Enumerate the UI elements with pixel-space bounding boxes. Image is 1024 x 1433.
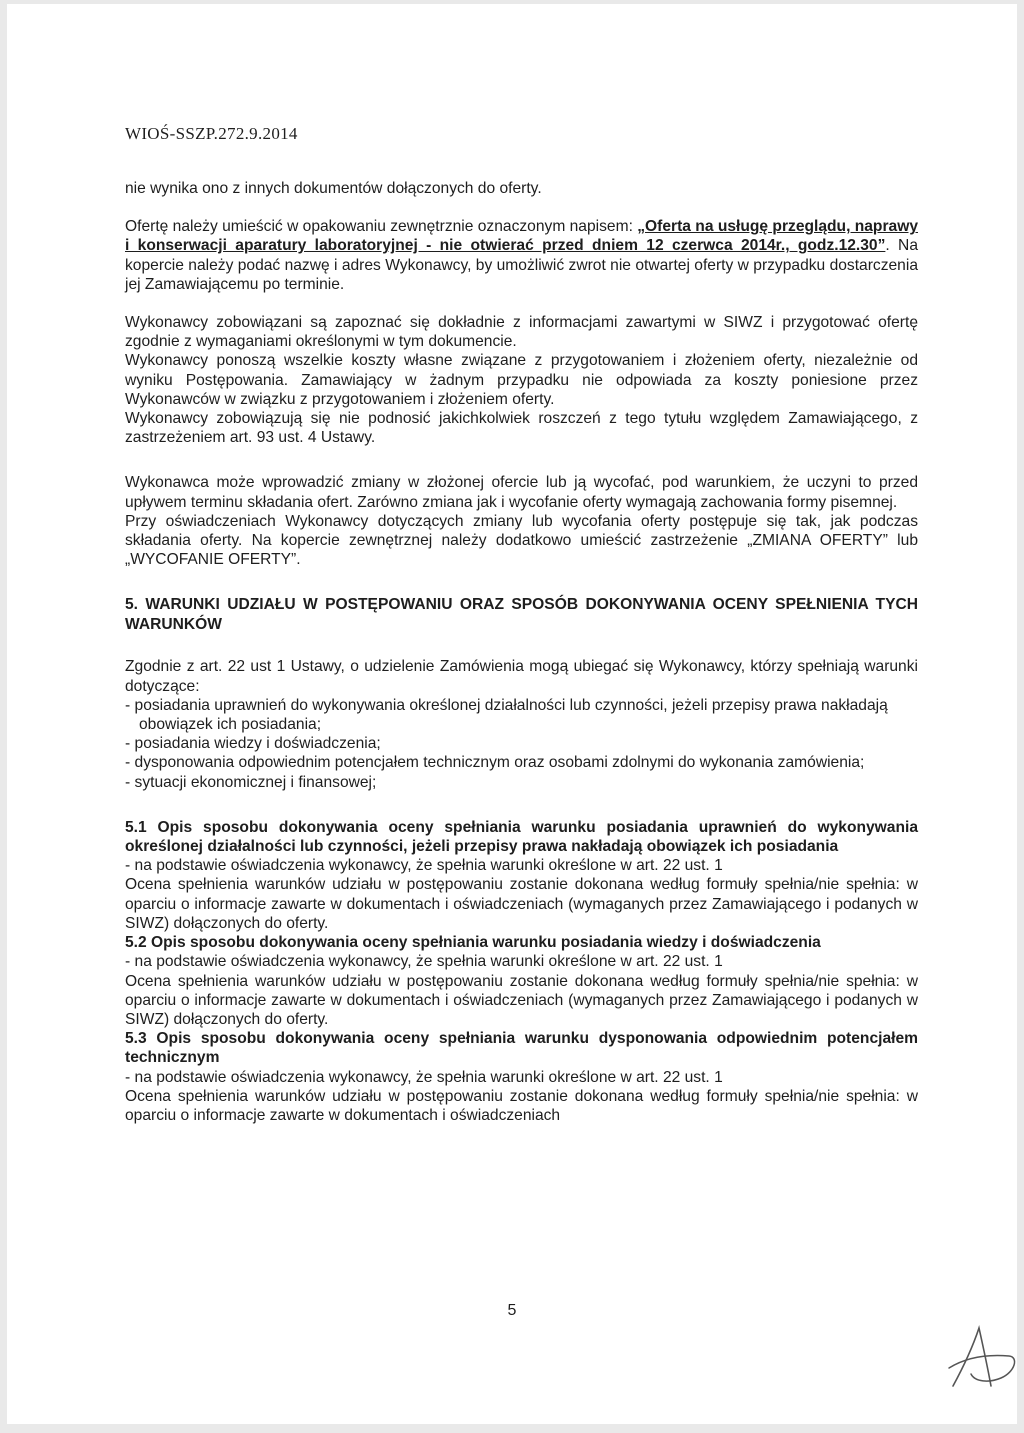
paragraph: Ocena spełnienia warunków udziału w postępowaniu zostanie dokonana według formuły spełnia/nie spełnia: w oparciu o informacje zawarte w dokumentach i oświadczeniach: [125, 1087, 918, 1124]
subsection-heading: 5.2 Opis sposobu dokonywania oceny spełniania warunku posiadania wiedzy i doświadczenia: [125, 934, 821, 952]
paragraph: Wykonawcy ponoszą wszelkie koszty własne związane z przygotowaniem i złożeniem oferty, niezależnie od wyniku Postępowania. Zamawiający w żadnym przypadku nie odpowiada za koszty poniesione przez Wykonawców w związku z przygotowaniem i złożeniem oferty.: [125, 352, 918, 408]
paragraph: - na podstawie oświadczenia wykonawcy, że spełnia warunki określone w art. 22 ust. 1: [125, 1068, 723, 1086]
document-body: [125, 179, 918, 1125]
envelope-label: „Oferta na usługę przeglądu, naprawy i konserwacji aparatury laboratoryjnej - nie otwierać przed dniem 12 czerwca 2014r., godz.12.30”: [125, 218, 919, 255]
section-intro: Zgodnie z art. 22 ust 1 Ustawy, o udzielenie Zamówienia mogą ubiegać się Wykonawcy, którzy spełniają warunki dotyczące:: [125, 658, 918, 695]
document-page: [7, 4, 1017, 1424]
subsection-heading: 5.3 Opis sposobu dokonywania oceny spełniania warunku dysponowania odpowiednim potencjałem technicznym: [125, 1030, 918, 1067]
list-item: - sytuacji ekonomicznej i finansowej;: [125, 773, 377, 791]
paragraph: Wykonawcy zobowiązani są zapoznać się dokładnie z informacjami zawartymi w SIWZ i przygotować ofertę zgodnie z wymaganiami określonymi w tym dokumencie.: [125, 314, 918, 351]
paragraph: - na podstawie oświadczenia wykonawcy, że spełnia warunki określone w art. 22 ust. 1: [125, 857, 723, 875]
paragraph: - na podstawie oświadczenia wykonawcy, że spełnia warunki określone w art. 22 ust. 1: [125, 953, 723, 971]
paragraph: nie wynika ono z innych dokumentów dołączonych do oferty.: [125, 180, 542, 197]
page-number: 5: [507, 1302, 517, 1319]
paragraph-envelope: [125, 217, 918, 294]
paragraph: Ocena spełnienia warunków udziału w postępowaniu zostanie dokonana według formuły spełnia/nie spełnia: w oparciu o informacje zawarte w dokumentach i oświadczeniach (wymaganych przez Zamawiającego i podanych w SIWZ) dołączonych do oferty.: [125, 876, 918, 932]
list-item: - posiadania wiedzy i doświadczenia;: [125, 735, 381, 753]
paragraph: Wykonawca może wprowadzić zmiany w złożonej ofercie lub ją wycofać, pod warunkiem, że uczyni to przed upływem terminu składania ofert. Zarówno zmiana jak i wycofanie oferty wymagają zachowania formy pisemnej.: [125, 474, 918, 511]
document-reference: WIOŚ-SSZP.272.9.2014: [125, 124, 298, 143]
section-heading: 5. WARUNKI UDZIAŁU W POSTĘPOWANIU ORAZ SPOSÓB DOKONYWANIA OCENY SPEŁNIENIA TYCH WARUNKÓW: [125, 596, 918, 634]
list-item: - posiadania uprawnień do wykonywania określonej działalności lub czynności, jeżeli przepisy prawa nakładają obowiązek ich posiadania;: [125, 696, 888, 734]
conditions-list: [125, 696, 918, 792]
subsection-heading: 5.1 Opis sposobu dokonywania oceny spełniania warunku posiadania uprawnień do wykonywania określonej działalności lub czynności, jeżeli przepisy prawa nakładają obowiązek ich posiadania: [125, 818, 918, 856]
envelope-intro: Ofertę należy umieścić w opakowaniu zewnętrznie oznaczonym napisem:: [125, 218, 638, 236]
handwritten-initials: [945, 1324, 1021, 1394]
envelope-rest: . Na kopercie należy podać nazwę i adres Wykonawcy, by umożliwić zwrot nie otwartej oferty w przypadku dostarczenia jej Zamawiającemu po terminie.: [125, 237, 918, 293]
list-item: - dysponowania odpowiednim potencjałem technicznym oraz osobami zdolnymi do wykonania zamówienia;: [125, 754, 865, 772]
paragraph: Ocena spełnienia warunków udziału w postępowaniu zostanie dokonana według formuły spełnia/nie spełnia: w oparciu o informacje zawarte w dokumentach i oświadczeniach (wymaganych przez Zamawiającego i podanych w SIWZ) dołączonych do oferty.: [125, 972, 918, 1028]
paragraph: Przy oświadczeniach Wykonawcy dotyczących zmiany lub wycofania oferty postępuje się tak, jak podczas składania oferty. Na kopercie zewnętrznej należy dodatkowo umieścić zastrzeżenie „ZMIANA OFERTY” lub „WYCOFANIE OFERTY”.: [125, 512, 918, 569]
paragraph: Wykonawcy zobowiązują się nie podnosić jakichkolwiek roszczeń z tego tytułu względem Zamawiającego, z zastrzeżeniem art. 93 ust. 4 Ustawy.: [125, 410, 918, 447]
